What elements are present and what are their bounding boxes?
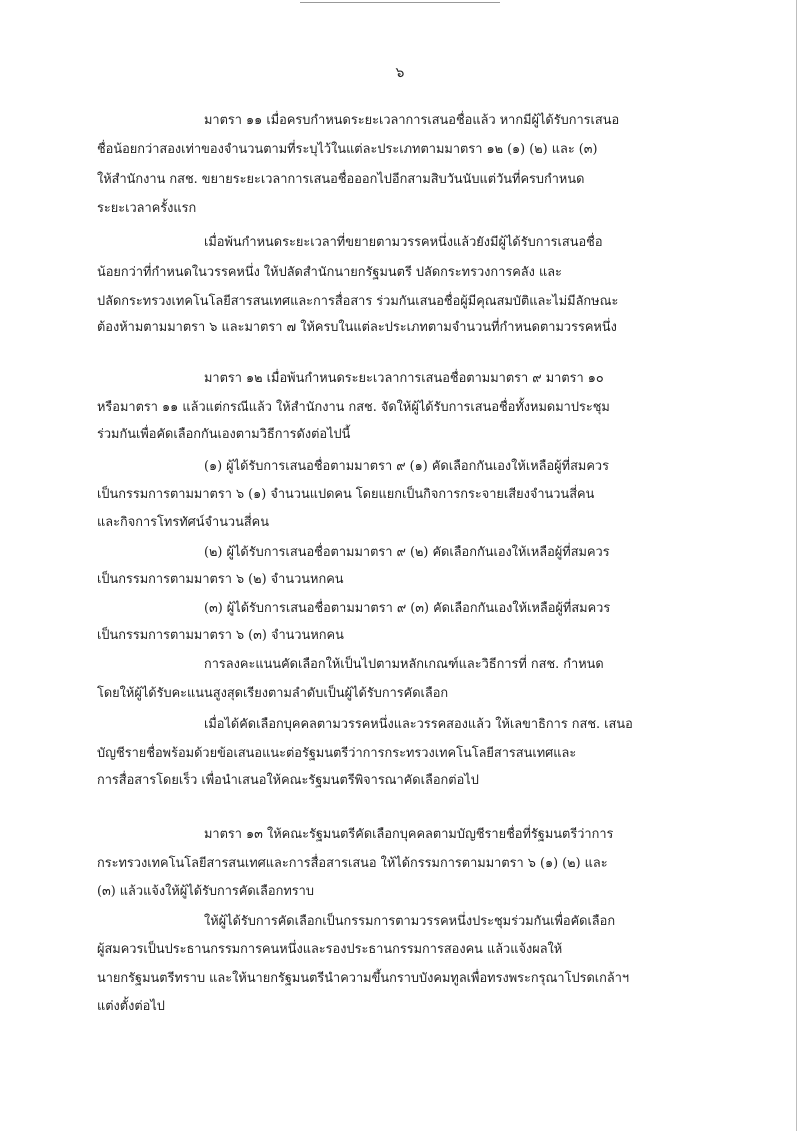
section-11-para-2-line-1: เมื่อพ้นกำหนดระยะเวลาที่ขยายตามวรรคหนึ่งแล้วยังมีผู้ได้รับการเสนอชื่อ xyxy=(204,235,603,250)
section-11-para-2-line-3: ปลัดกระทรวงเทคโนโลยีสารสนเทศและการสื่อสาร ร่วมกันเสนอชื่อผู้มีคุณสมบัติและไม่มีลักษณะ xyxy=(97,294,619,309)
section-12-para-3-line-3: การสื่อสารโดยเร็ว เพื่อนำเสนอให้คณะรัฐมนตรีพิจารณาคัดเลือกต่อไป xyxy=(97,773,479,788)
section-11-line-2: ชื่อน้อยกว่าสองเท่าของจำนวนตามที่ระบุไว้ในแต่ละประเภทตามมาตรา ๑๒ (๑) (๒) และ (๓) xyxy=(97,142,598,157)
section-12-item-2-line-2: เป็นกรรมการตามมาตรา ๖ (๒) จำนวนหกคน xyxy=(97,572,344,587)
section-13-line-3: (๓) แล้วแจ้งให้ผู้ได้รับการคัดเลือกทราบ xyxy=(97,884,314,899)
section-12-item-3-line-1: (๓) ผู้ได้รับการเสนอชื่อตามมาตรา ๙ (๓) คัดเลือกกันเองให้เหลือผู้ที่สมควร xyxy=(204,601,611,616)
section-11-para-2-line-4: ต้องห้ามตามมาตรา ๖ และมาตรา ๗ ให้ครบในแต่ละประเภทตามจำนวนที่กำหนดตามวรรคหนึ่ง xyxy=(97,320,617,335)
section-12-para-3-line-2: บัญชีรายชื่อพร้อมด้วยข้อเสนอแนะต่อรัฐมนตรีว่าการกระทรวงเทคโนโลยีสารสนเทศและ xyxy=(97,746,577,761)
section-12-para-3-line-1: เมื่อได้คัดเลือกบุคคลตามวรรคหนึ่งและวรรคสองแล้ว ให้เลขาธิการ กสช. เสนอ xyxy=(204,717,633,732)
section-12-line-3: ร่วมกันเพื่อคัดเลือกกันเองตามวิธีการดังต่อไปนี้ xyxy=(97,427,351,442)
section-12-item-1-line-3: และกิจการโทรทัศน์จำนวนสี่คน xyxy=(97,515,269,530)
page-number: ๖ xyxy=(395,65,405,81)
section-11-line-1: มาตรา ๑๑ เมื่อครบกำหนดระยะเวลาการเสนอชื่อแล้ว หากมีผู้ได้รับการเสนอ xyxy=(204,113,620,128)
section-12-line-1: มาตรา ๑๒ เมื่อพ้นกำหนดระยะเวลาการเสนอชื่อตามมาตรา ๙ มาตรา ๑๐ xyxy=(204,371,604,386)
section-13-para-2-line-1: ให้ผู้ได้รับการคัดเลือกเป็นกรรมการตามวรรคหนึ่งประชุมร่วมกันเพื่อคัดเลือก xyxy=(204,914,616,929)
section-11-line-4: ระยะเวลาครั้งแรก xyxy=(97,201,197,216)
section-13-para-2-line-2: ผู้สมควรเป็นประธานกรรมการคนหนึ่งและรองประธานกรรมการสองคน แล้วแจ้งผลให้ xyxy=(97,942,563,957)
section-12-item-3-line-2: เป็นกรรมการตามมาตรา ๖ (๓) จำนวนหกคน xyxy=(97,628,344,643)
section-12-item-1-line-2: เป็นกรรมการตามมาตรา ๖ (๑) จำนวนแปดคน โดยแยกเป็นกิจการกระจายเสียงจำนวนสี่คน xyxy=(97,487,595,502)
section-12-item-1-line-1: (๑) ผู้ได้รับการเสนอชื่อตามมาตรา ๙ (๑) คัดเลือกกันเองให้เหลือผู้ที่สมควร xyxy=(204,459,609,474)
section-13-line-1: มาตรา ๑๓ ให้คณะรัฐมนตรีคัดเลือกบุคคลตามบัญชีรายชื่อที่รัฐมนตรีว่าการ xyxy=(204,827,614,842)
section-11-line-3: ให้สำนักงาน กสช. ขยายระยะเวลาการเสนอชื่อออกไปอีกสามสิบวันนับแต่วันที่ครบกำหนด xyxy=(97,172,585,187)
section-12-item-2-line-1: (๒) ผู้ได้รับการเสนอชื่อตามมาตรา ๙ (๒) คัดเลือกกันเองให้เหลือผู้ที่สมควร xyxy=(204,545,610,560)
section-13-para-2-line-4: แต่งตั้งต่อไป xyxy=(97,999,165,1014)
scan-top-edge-line xyxy=(300,2,500,3)
section-13-line-2: กระทรวงเทคโนโลยีสารสนเทศและการสื่อสารเสนอ ให้ได้กรรมการตามมาตรา ๖ (๑) (๒) และ xyxy=(97,856,608,871)
section-11-para-2-line-2: น้อยกว่าที่กำหนดในวรรคหนึ่ง ให้ปลัดสำนักนายกรัฐมนตรี ปลัดกระทรวงการคลัง และ xyxy=(97,265,562,280)
section-13-para-2-line-3: นายกรัฐมนตรีทราบ และให้นายกรัฐมนตรีนำความขึ้นกราบบังคมทูลเพื่อทรงพระกรุณาโปรดเกล้าฯ xyxy=(97,971,630,986)
scan-right-edge-line xyxy=(796,0,797,1131)
section-12-para-2-line-2: โดยให้ผู้ได้รับคะแนนสูงสุดเรียงตามลำดับเป็นผู้ได้รับการคัดเลือก xyxy=(97,686,449,701)
section-12-line-2: หรือมาตรา ๑๑ แล้วแต่กรณีแล้ว ให้สำนักงาน กสช. จัดให้ผู้ได้รับการเสนอชื่อทั้งหมดมาประชุม xyxy=(97,400,610,415)
section-12-para-2-line-1: การลงคะแนนคัดเลือกให้เป็นไปตามหลักเกณฑ์และวิธีการที่ กสช. กำหนด xyxy=(204,657,604,672)
